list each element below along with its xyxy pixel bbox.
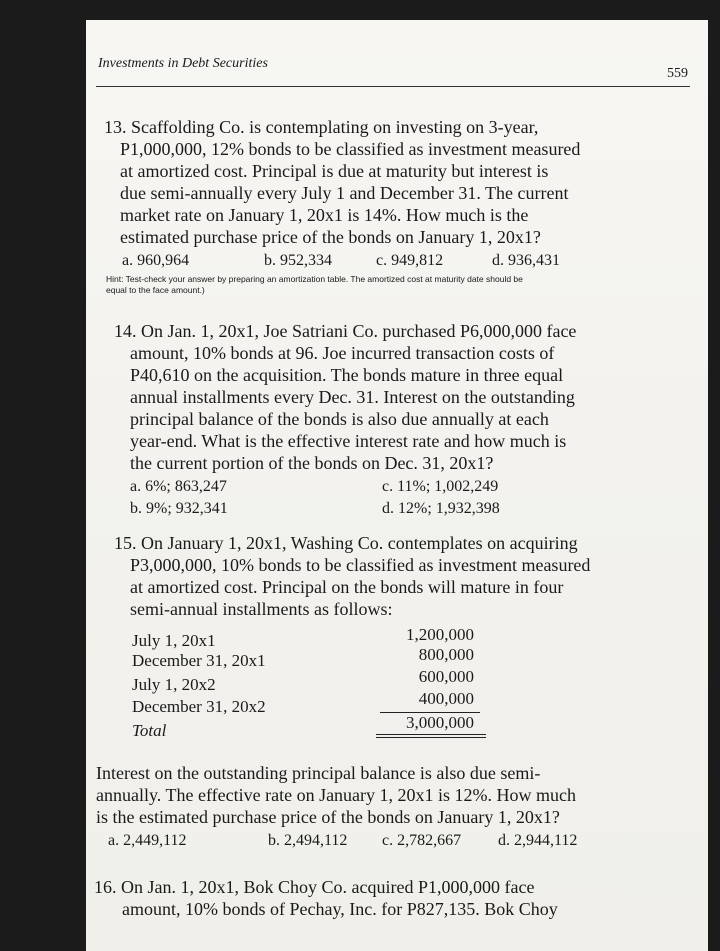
choice-b: b. 9%; 932,341	[130, 500, 228, 517]
schedule-amount: 800,000	[418, 645, 474, 664]
q13-choices	[86, 252, 708, 274]
question-line: 13. Scaffolding Co. is contemplating on investing on 3-year,	[104, 117, 539, 137]
choice-b: b. 2,494,112	[268, 832, 348, 849]
question-line: principal balance of the bonds is also due annually at each	[130, 409, 549, 429]
question-13	[104, 116, 704, 248]
choice-c: c. 2,782,667	[382, 832, 462, 849]
hint-line: equal to the face amount.)	[106, 285, 205, 295]
choice-c: c. 949,812	[376, 252, 444, 269]
total-double-rule	[376, 737, 486, 738]
schedule-amount: 1,200,000	[406, 625, 474, 644]
choice-a: a. 6%; 863,247	[130, 478, 227, 495]
q15-choices	[86, 832, 708, 854]
choice-a: a. 960,964	[122, 252, 190, 269]
choice-b: b. 952,334	[264, 252, 332, 269]
page-header	[86, 54, 708, 94]
chapter-title: Investments in Debt Securities	[98, 56, 268, 71]
question-line: at amortized cost. Principal on the bonds will mature in four	[130, 577, 564, 597]
choice-d: d. 936,431	[492, 252, 560, 269]
schedule-amount: 600,000	[418, 667, 474, 686]
question-line: annual installments every Dec. 31. Interest on the outstanding	[130, 387, 575, 407]
question-line: P1,000,000, 12% bonds to be classified as investment measured	[120, 139, 581, 159]
question-16	[94, 876, 704, 920]
schedule-amount: 400,000	[418, 689, 474, 708]
question-15	[114, 532, 694, 620]
question-line: is the estimated purchase price of the bonds on January 1, 20x1?	[96, 807, 560, 827]
textbook-page	[86, 20, 708, 951]
schedule-date: December 31, 20x2	[132, 697, 266, 716]
choice-a: a. 2,449,112	[108, 832, 187, 849]
question-line: amount, 10% bonds at 96. Joe incurred transaction costs of	[130, 343, 555, 363]
total-double-rule	[376, 734, 486, 735]
choice-c: c. 11%; 1,002,249	[382, 478, 499, 495]
total-amount: 3,000,000	[406, 713, 474, 732]
question-line: market rate on January 1, 20x1 is 14%. How much is the	[120, 205, 529, 225]
schedule-date: July 1, 20x1	[132, 631, 216, 650]
installment-schedule	[86, 624, 708, 740]
total-label: Total	[132, 721, 167, 740]
question-line: P40,610 on the acquisition. The bonds mature in three equal	[130, 365, 564, 385]
question-line: estimated purchase price of the bonds on January 1, 20x1?	[120, 227, 541, 247]
question-line: Interest on the outstanding principal balance is also due semi-	[96, 763, 541, 783]
page-number: 559	[667, 66, 688, 81]
q14-choices	[86, 478, 708, 522]
question-line: amount, 10% bonds of Pechay, Inc. for P827,135. Bok Choy	[122, 899, 558, 919]
header-rule	[96, 86, 690, 87]
choice-d: d. 2,944,112	[498, 832, 578, 849]
question-line: due semi-annually every July 1 and December 31. The current	[120, 183, 569, 203]
question-line: year-end. What is the effective interest rate and how much is	[130, 431, 567, 451]
question-line: 14. On Jan. 1, 20x1, Joe Satriani Co. purchased P6,000,000 face	[114, 321, 577, 341]
schedule-date: July 1, 20x2	[132, 675, 216, 694]
question-line: at amortized cost. Principal is due at maturity but interest is	[120, 161, 549, 181]
question-line: 15. On January 1, 20x1, Washing Co. contemplates on acquiring	[114, 533, 578, 553]
question-14	[114, 320, 694, 474]
schedule-date: December 31, 20x1	[132, 651, 266, 670]
q13-hint	[106, 274, 696, 296]
question-line: 16. On Jan. 1, 20x1, Bok Choy Co. acquired P1,000,000 face	[94, 877, 535, 897]
question-line: the current portion of the bonds on Dec. 31, 20x1?	[130, 453, 494, 473]
choice-d: d. 12%; 1,932,398	[382, 500, 500, 517]
question-line: annually. The effective rate on January 1, 20x1 is 12%. How much	[96, 785, 577, 805]
question-line: semi-annual installments as follows:	[130, 599, 393, 619]
question-15-cont	[96, 762, 696, 828]
question-line: P3,000,000, 10% bonds to be classified as investment measured	[130, 555, 591, 575]
hint-line: Hint: Test-check your answer by preparing an amortization table. The amortized cost at maturity date should be	[106, 274, 523, 284]
